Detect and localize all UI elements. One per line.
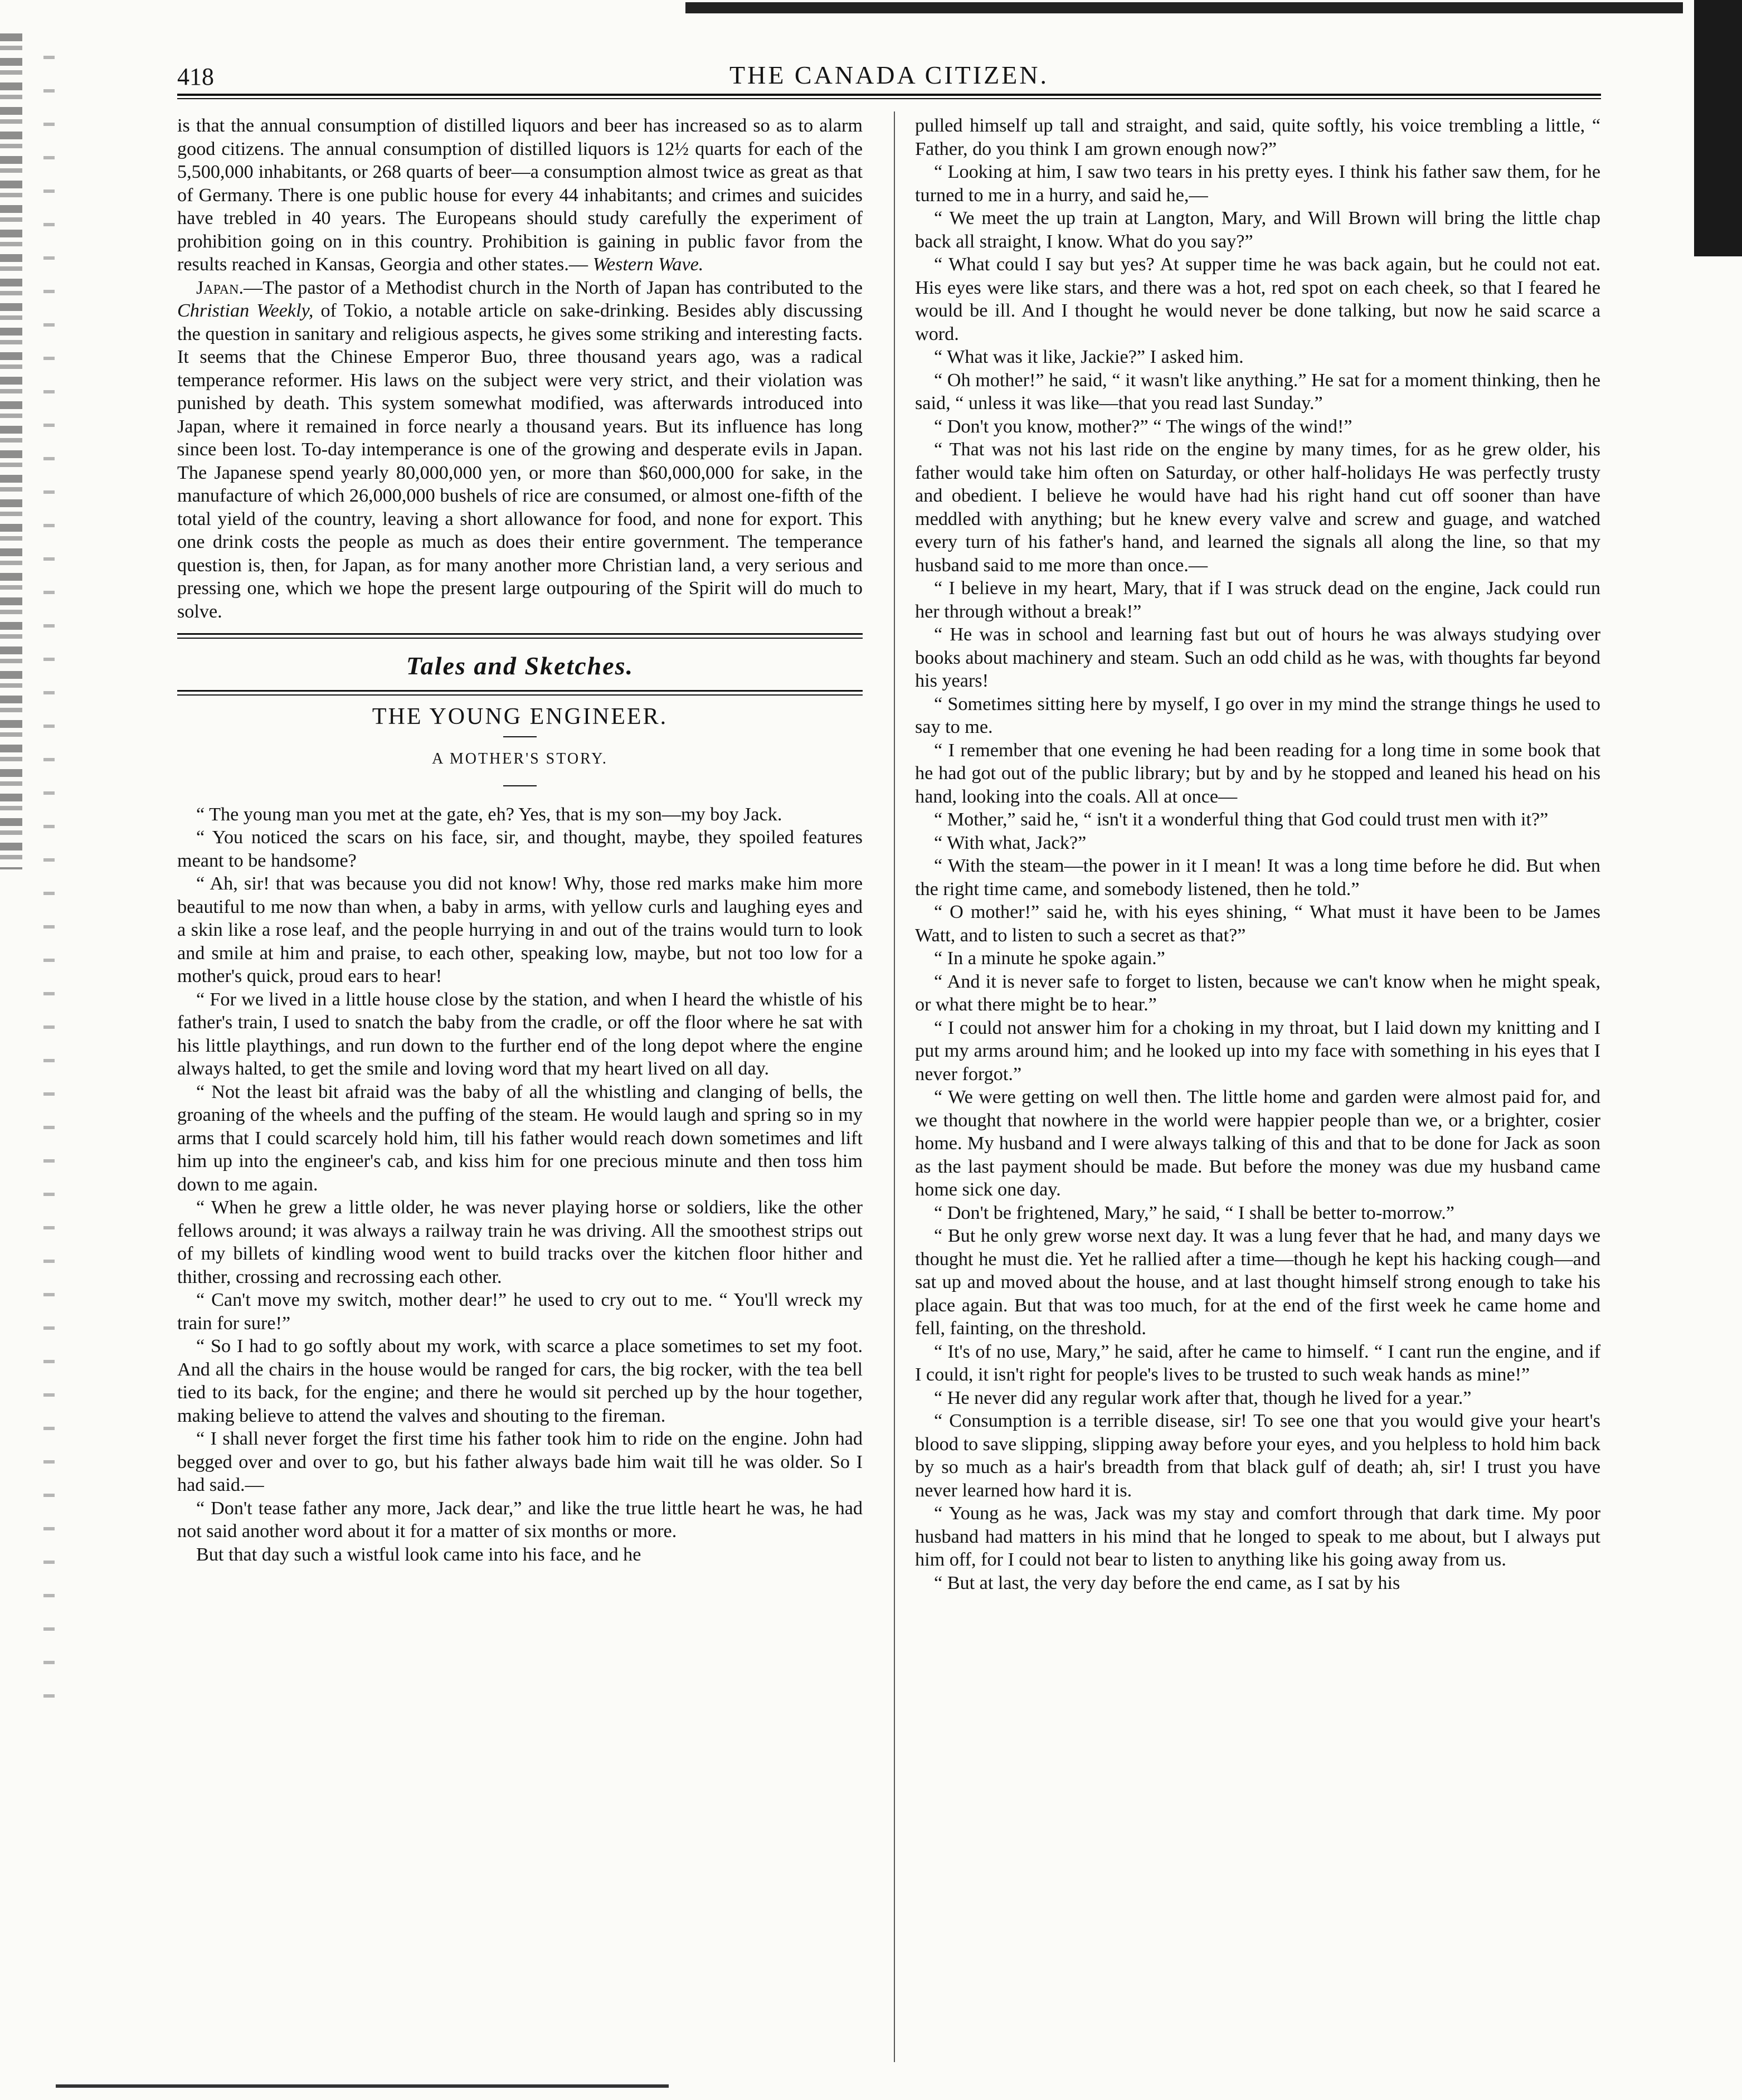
story-paragraph: “ We meet the up train at Langton, Mary, and Will Brown will bring the little chap back all straight, I know. What do you say?” (915, 208, 1600, 252)
header-rule-thin (177, 98, 1601, 99)
story-paragraph: “ Sometimes sitting here by myself, I go over in my mind the strange things he used to say to me. (915, 693, 1600, 737)
story-paragraph: “ I believe in my heart, Mary, that if I was struck dead on the engine, Jack could run her through without a break!” (915, 578, 1600, 622)
story-paragraph: “ With what, Jack?” (934, 832, 1087, 853)
right-column (915, 114, 1600, 1595)
paragraph-lead: Japan. (196, 277, 244, 298)
story-paragraph: “ Can't move my switch, mother dear!” he used to cry out to me. “ You'll wreck my train for sure!” (177, 1290, 863, 1334)
paragraph-text: —The pastor of a Methodist church in the North of Japan has contributed to the (244, 277, 863, 298)
story-paragraph: “ But at last, the very day before the end came, as I sat by his (934, 1572, 1400, 1593)
story-paragraph: “ Not the least bit afraid was the baby of all the whistling and clanging of bells, the groaning of the wheels and the puffing of the steam. He would laugh and spring so in my arms that I could scarcely hold him, till his father would reach down sometimes and lift him up into the engineer's cab, and kiss him for one precious minute and then toss him down to me again. (177, 1081, 863, 1195)
story-paragraph: “ What could I say but yes? At supper time he was back again, but he could not eat. His eyes were like stars, and there was a hot, red spot on each cheek, so that I feared he would be ill. And I thought he would never be done talking, but now he said scarce a word. (915, 254, 1600, 344)
left-column (177, 114, 863, 1566)
page-title: THE CANADA CITIZEN. (729, 61, 1049, 89)
story-paragraph: “ Don't be frightened, Mary,” he said, “ I shall be better to-morrow.” (934, 1202, 1454, 1223)
story-paragraph: “ He never did any regular work after that, though he lived for a year.” (934, 1387, 1472, 1408)
story-paragraph: “ I remember that one evening he had been reading for a long time in some book that he had got out of the public library; but by and by he stopped and leaned his head on his hand, looking into the coals. All at once— (915, 740, 1600, 807)
paragraph-consumption (177, 114, 863, 276)
title-rule (503, 736, 537, 737)
story-paragraph: “ But he only grew worse next day. It was a lung fever that he had, and many days we thought he must die. Yet he rallied after a time—though he kept his hacking cough—and sat up and moved about the house, and at last thought himself strong enough to take his place again. But that was too much, for at the end of the first week he came home and fell, fainting, on the threshold. (915, 1226, 1600, 1339)
story-paragraph: “ You noticed the scars on his face, sir, and thought, maybe, they spoiled features meant to be handsome? (177, 827, 863, 871)
story-paragraph: “ Don't you know, mother?” “ The wings of the wind!” (934, 416, 1352, 437)
header-rule (177, 94, 1601, 96)
paragraph-text: of Tokio, a notable article on sake-drinking. Besides ably discussing the question in sanitary and religious aspects, he gives some striking and interesting facts. It seems that the Chinese Emperor Buo, three thousand years ago, was a radical temperance reformer. His laws on the subject were very strict, and their violation was punished by death. This system somewhat modified, was afterwards introduced into Japan, where it remained in force nearly a thousand years. But its influence has long since been lost. To-day intemperance is one of the growing and desperate evils in Japan. The Japanese spend yearly 80,000,000 yen, or more than $60,000,000 for sake, in the manufacture of which 26,000,000 bushels of rice are consumed, or almost one-fifth of the total yield of the country, leaving a short allowance for food, and none for export. This one drink costs the people as much as does their entire government. The temperance question is, then, for Japan, as for many another more Christian land, a very serious and pressing one, which we hope the present large outpouring of the Spirit will do much to solve. (177, 300, 863, 622)
section-rule (177, 690, 863, 692)
story-title: THE YOUNG ENGINEER. (372, 703, 668, 730)
section-rule (177, 633, 863, 635)
story-paragraph: “ He was in school and learning fast but out of hours he was always studying over books about machinery and steam. Such an odd child as he was, with thoughts far beyond his years! (915, 624, 1600, 691)
publication-name: Christian Weekly, (177, 300, 314, 321)
story-paragraph: “ Consumption is a terrible disease, sir! To see one that you would give your heart's blood to save slipping, slipping away before your eyes, and you helpless to hold him back by so much as a hair's breadth from that black gulf of death; ah, sir! I trust you have never learned how hard it is. (915, 1411, 1600, 1501)
story-paragraph: “ I could not answer him for a choking in my throat, but I laid down my knitting and I put my arms around him; and he looked up into my face with something in his eyes that I never forgot.” (915, 1017, 1600, 1085)
story-paragraph: “ So I had to go softly about my work, with scarce a place sometimes to set my foot. And all the chairs in the house would be ranged for cars, the big rocker, with the tea bell tied to its back, for the engine; and there he would sit perched up by the hour together, making believe to attend the valves and shouting to the fireman. (177, 1336, 863, 1426)
story-paragraph: “ The young man you met at the gate, eh? Yes, that is my son—my boy Jack. (196, 804, 782, 825)
scan-artifact-bottom (56, 2084, 669, 2088)
story-paragraph: “ With the steam—the power in it I mean! It was a long time before he did. But when the right time came, and somebody listened, then he told.” (915, 855, 1600, 900)
story-paragraph: “ For we lived in a little house close by the station, and when I heard the whistle of his father's train, I used to snatch the baby from the cradle, or off the floor where he sat with his little playthings, and run down to the further end of the long depot where the engine always halted, to get the smile and loving word that my heart lived on all day. (177, 989, 863, 1079)
story-paragraph: “ What was it like, Jackie?” I asked him. (934, 347, 1244, 367)
section-rule-thin (177, 638, 863, 639)
story-paragraph: “ Ah, sir! that was because you did not know! Why, those red marks make him more beautiful to me now than when, a baby in arms, with yellow curls and laughing eyes and a skin like a rose leaf, and the people hurrying in and out of the trains would turn to look and smile at him and praise, to each other, speaking low, maybe, but not too low for a mother's quick, proud ears to hear! (177, 873, 863, 986)
scan-artifact-right (1694, 0, 1742, 256)
scan-artifact-left-edge (0, 33, 22, 869)
story-paragraph: “ Oh mother!” he said, “ it wasn't like anything.” He sat for a moment thinking, then he said, “ unless it was like—that you read last Sunday.” (915, 370, 1600, 414)
story-paragraph: “ We were getting on well then. The little home and garden were almost paid for, and we thought that nowhere in the world were happier people than we, or a brighter, cosier home. My husband and I were always talking of this and that to be done for Jack as soon as the last payment should be made. But before the money was due my husband came home sick one day. (915, 1087, 1600, 1200)
story-paragraph: “ Young as he was, Jack was my stay and comfort through that dark time. My poor husband had matters in his mind that he longed to speak to me about, but I always put him off, for I could not bear to listen to anything like his going away from us. (915, 1503, 1600, 1570)
story-paragraph: “ And it is never safe to forget to listen, because we can't know when he might speak, or what there might be to hear.” (915, 971, 1600, 1015)
story-paragraph: pulled himself up tall and straight, and said, quite softly, his voice trembling a little, “ Father, do you think I am grown enough now?” (915, 115, 1600, 159)
story-paragraph: “ O mother!” said he, with his eyes shining, “ What must it have been to be James Watt, and to listen to such a secret as that?” (915, 902, 1600, 946)
page-number: 418 (177, 63, 214, 90)
story-paragraph: “ It's of no use, Mary,” he said, after he came to himself. “ I cant run the engine, and if I could, it isn't right for people's lives to be trusted to such weak hands as mine!” (915, 1341, 1600, 1385)
story-paragraph: “ I shall never forget the first time his father took him to ride on the engine. John had begged over and over to go, but his father always bade him wait till he was older. So I had said.— (177, 1428, 863, 1495)
section-rule-thin (177, 694, 863, 696)
subtitle-rule (503, 785, 537, 786)
story-paragraph: “ Don't tease father any more, Jack dear,” and like the true little heart he was, he had not said another word about it for a matter of six months or more. (177, 1498, 863, 1542)
story-paragraph: “ Looking at him, I saw two tears in his pretty eyes. I think his father saw them, for he turned to me in a hurry, and said he,— (915, 162, 1600, 206)
column-divider (894, 111, 895, 2062)
story-paragraph: But that day such a wistful look came into his face, and he (196, 1544, 641, 1565)
page-header (177, 60, 1601, 94)
story-paragraph: “ That was not his last ride on the engine by many times, for as he grew older, his father would take him often on Saturday, or other half-holidays He was perfectly trusty and obedient. I believe he would have had his right hand cut off sooner than have meddled with anything; but he knew every valve and screw and guage, and watched every turn of his father's hand, and learned the signals all along the line, so that my husband said to me more than once.— (915, 439, 1600, 576)
paragraph-text: is that the annual consumption of distilled liquors and beer has increased so as to alarm good citizens. The annual consumption of distilled liquors is 12½ quarts for each of the 5,500,000 inhabitants, or 268 quarts of beer—a consumption almost twice as great as that of Germany. There is one public house for every 44 inhabitants; and crimes and suicides have trebled in 40 years. The Europeans should study carefully the experiment of prohibition going on in this country. Prohibition is gaining in public favor from the results reached in Kansas, Georgia and other states.— (177, 115, 863, 275)
story-paragraph: “ In a minute he spoke again.” (934, 948, 1165, 969)
scan-artifact-top (685, 2, 1683, 13)
story-paragraph: “ When he grew a little older, he was never playing horse or soldiers, like the other fellows around; it was always a railway train he was driving. All the smoothest strips out of my billets of kindling wood went to build tracks over the kitchen floor hither and thither, crossing and recrossing each other. (177, 1197, 863, 1287)
story-subtitle: A MOTHER'S STORY. (432, 750, 608, 767)
scan-artifact-left-marks (43, 56, 55, 1728)
source-citation: Western Wave. (592, 254, 704, 275)
paragraph-japan (177, 276, 863, 624)
story-paragraph: “ Mother,” said he, “ isn't it a wonderful thing that God could trust men with it?” (934, 809, 1549, 830)
section-heading: Tales and Sketches. (406, 652, 634, 680)
